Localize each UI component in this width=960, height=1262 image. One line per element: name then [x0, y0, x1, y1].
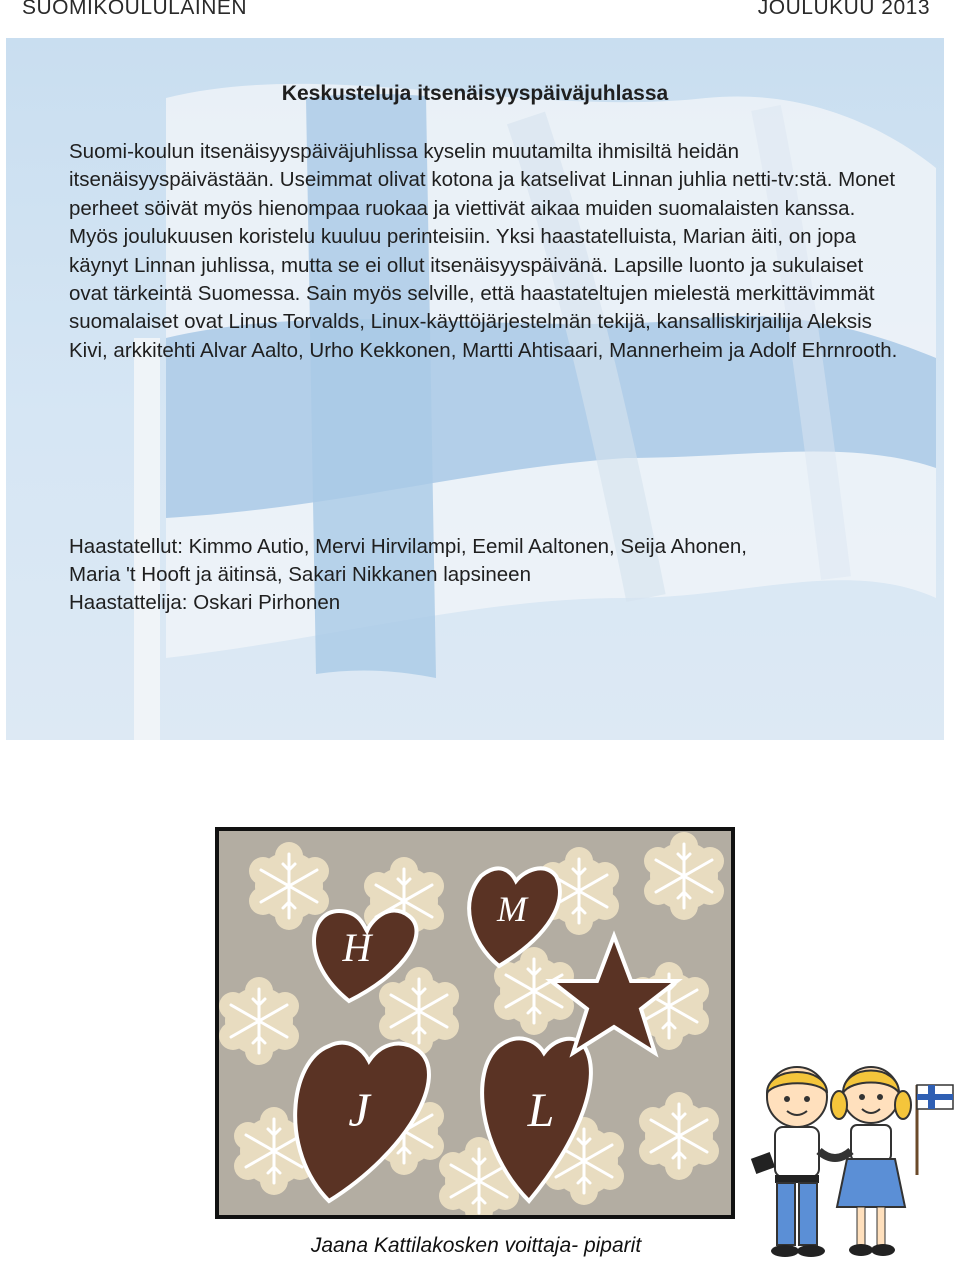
issue-date: JOULUKUU 2013 [757, 0, 930, 19]
svg-text:M: M [497, 889, 527, 929]
svg-text:L: L [527, 1084, 555, 1137]
svg-text:H: H [342, 925, 372, 970]
svg-text:J: J [348, 1084, 370, 1137]
credits-line: Haastattelija: Oskari Pirhonen [69, 591, 341, 614]
small-finnish-flag-icon [917, 1085, 953, 1175]
boy-figure [751, 1067, 827, 1257]
gingerbread-cookies-image [219, 831, 731, 1215]
credits-line: Maria 't Hooft ja äitinsä, Sakari Nikkanen lapsineen [69, 563, 531, 586]
article [6, 38, 944, 740]
interview-credits [69, 533, 889, 617]
article-title: Keskusteluja itsenäisyyspäiväjuhlassa [281, 82, 669, 105]
flag-background-panel [6, 38, 944, 740]
article-body: Suomi-koulun itsenäisyyspäiväjuhlissa kyselin muutamilta ihmisiltä heidän itsenäisyyspäivästään. Useimmat olivat kotona ja katselivat Linnan juhlia netti-tv:stä. Monet perheet söivät myös hienompaa ruokaa ja viettivät aikaa muiden suomalaisten kanssa. Myös joulukuusen koristelu kuuluu perinteisiin. Yksi haastatelluista, Marian äiti, on jopa käynyt Linnan juhlissa, mutta se ei ollut itsenäisyyspäivänä. Lapsille luonto ja sukulaiset ovat tärkeintä Suomessa. Sain myös selville, että haastateltujen mielestä merkittävimmät suomalaiset ovat Linus Torvalds, Linux-käyttöjärjestelmän tekijä, kansalliskirjailija Aleksis Kivi, arkkitehti Alvar Aalto, Urho Kekkonen, Martti Ahtisaari, Mannerheim ja Adolf Ehrnrooth. [69, 140, 898, 362]
newsletter-name: SUOMIKOULULAINEN [22, 0, 248, 19]
photo-caption: Jaana Kattilakosken voittaja- piparit [310, 1234, 642, 1257]
kids-with-flag-clipart [745, 1055, 955, 1262]
credits-line: Haastatellut: Kimmo Autio, Mervi Hirvilampi, Eemil Aaltonen, Seija Ahonen, [69, 535, 747, 558]
girl-figure [831, 1067, 911, 1256]
gingerbread-photo [215, 827, 735, 1219]
